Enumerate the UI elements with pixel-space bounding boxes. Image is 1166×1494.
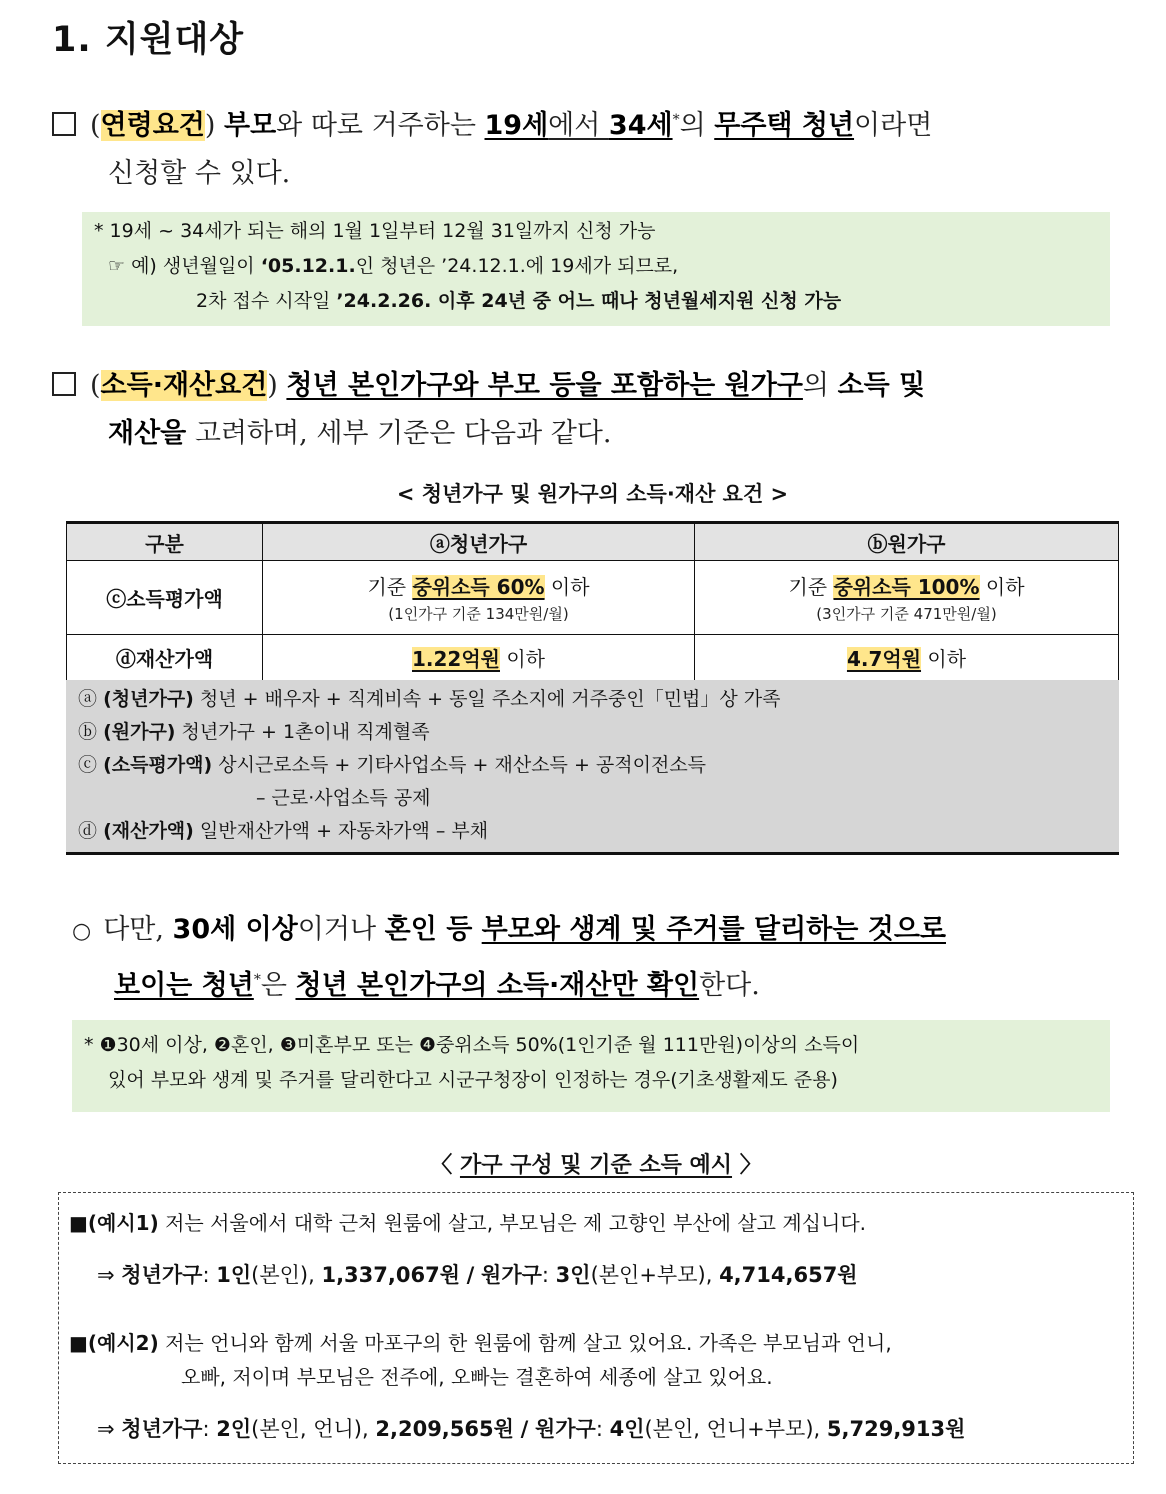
table-row: [67, 561, 1119, 635]
checkbox-icon: [52, 112, 76, 136]
definition-row: ⓒ (소득평가액) 상시근로소득 + 기타사업소득 + 재산소득 + 공적이전소득: [78, 754, 707, 776]
definition-row: ⓑ (원가구) 청년가구 + 1촌이내 직계혈족: [78, 721, 430, 743]
table-cell: 기준 중위소득 100% 이하 (3인가구 기준 471만원/월): [695, 561, 1119, 635]
row-label: ⓓ재산가액: [67, 635, 263, 681]
table-header: 구분: [67, 523, 263, 561]
definition-row: ⓓ (재산가액) 일반재산가액 + 자동차가액 – 부채: [78, 820, 489, 842]
table-row: [67, 635, 1119, 681]
square-bullet-icon: ■: [69, 1331, 88, 1355]
bullet-icon: ○: [72, 919, 92, 944]
definition-row: ⓐ (청년가구) 청년 + 배우자 + 직계비속 + 동일 주소지에 거주중인「민법」상 가족: [78, 688, 781, 710]
age-requirement: (연령요건) 부모와 따로 거주하는 19세에서 34세*의 무주택 청년이라면 신청할 수 있다.: [52, 96, 1142, 198]
arrow-icon: ⇒: [97, 1263, 115, 1287]
example-2-result: ⇒ 청년가구: 2인(본인, 언니), 2,209,565원 / 원가구: 4인(본인, 언니+부모), 5,729,913원: [97, 1417, 966, 1441]
example-2-text-cont: 오빠, 저이며 부모님은 전주에, 오빠는 결혼하여 세종에 살고 있어요.: [181, 1365, 773, 1389]
exception-note: * ❶30세 이상, ❷혼인, ❸미혼부모 또는 ❹중위소득 50%(1인기준 월 111만원)이상의 소득이 있어 부모와 생계 및 주거를 달리한다고 시군구청장이 인정하는 경우(기초생활제도 준용): [72, 1020, 1110, 1112]
example-1-text: ■(예시1) 저는 서울에서 대학 근처 원룸에 살고, 부모님은 제 고향인 부산에 살고 계십니다.: [69, 1211, 866, 1235]
table-header-row: [67, 523, 1119, 561]
table-cell: 기준 중위소득 60% 이하 (1인가구 기준 134만원/월): [263, 561, 695, 635]
income-label: 소득·재산요건: [100, 370, 268, 401]
age-note: * 19세 ~ 34세가 되는 해의 1월 1일부터 12월 31일까지 신청 가능 ☞ 예) 생년월일이 ‘05.12.1.인 청년은 ’24.12.1.에 19세가 되므로, 2차 접수 시작일 ’24.2.26. 이후 24년 중 어느 때나 청년월세지원 신청 가능: [82, 212, 1110, 326]
example-2-text: ■(예시2) 저는 언니와 함께 서울 마포구의 한 원룸에 함께 살고 있어요. 가족은 부모님과 언니,: [69, 1331, 892, 1355]
income-requirement: (소득·재산요건) 청년 본인가구와 부모 등을 포함하는 원가구의 소득 및 재산을 고려하며, 세부 기준은 다음과 같다.: [52, 362, 1147, 458]
square-bullet-icon: ■: [69, 1211, 88, 1235]
arrow-icon: ⇒: [97, 1417, 115, 1441]
requirements-table: [66, 521, 1119, 681]
checkbox-icon: [52, 372, 76, 396]
page-title: 1. 지원대상: [52, 20, 245, 60]
age-label: 연령요건: [100, 110, 205, 141]
example-caption: 〈 가구 구성 및 기준 소득 예시 〉: [430, 1153, 762, 1178]
table-header: ⓑ원가구: [695, 523, 1119, 561]
exception-paragraph: ○ 다만, 30세 이상이거나 혼인 등 부모와 생계 및 주거를 달리하는 것으로 보이는 청년*은 청년 본인가구의 소득·재산만 확인한다.: [72, 914, 946, 1001]
definition-row: – 근로·사업소득 공제: [256, 787, 431, 809]
example-1-result: ⇒ 청년가구: 1인(본인), 1,337,067원 / 원가구: 3인(본인+부모), 4,714,657원: [97, 1263, 858, 1287]
row-label: ⓒ소득평가액: [67, 561, 263, 635]
table-cell: 1.22억원 이하: [263, 635, 695, 681]
definitions-box: [66, 680, 1119, 855]
table-header: ⓐ청년가구: [263, 523, 695, 561]
table-caption: < 청년가구 및 원가구의 소득·재산 요건 >: [396, 482, 789, 506]
table-cell: 4.7억원 이하: [695, 635, 1119, 681]
examples-box: [58, 1192, 1134, 1464]
